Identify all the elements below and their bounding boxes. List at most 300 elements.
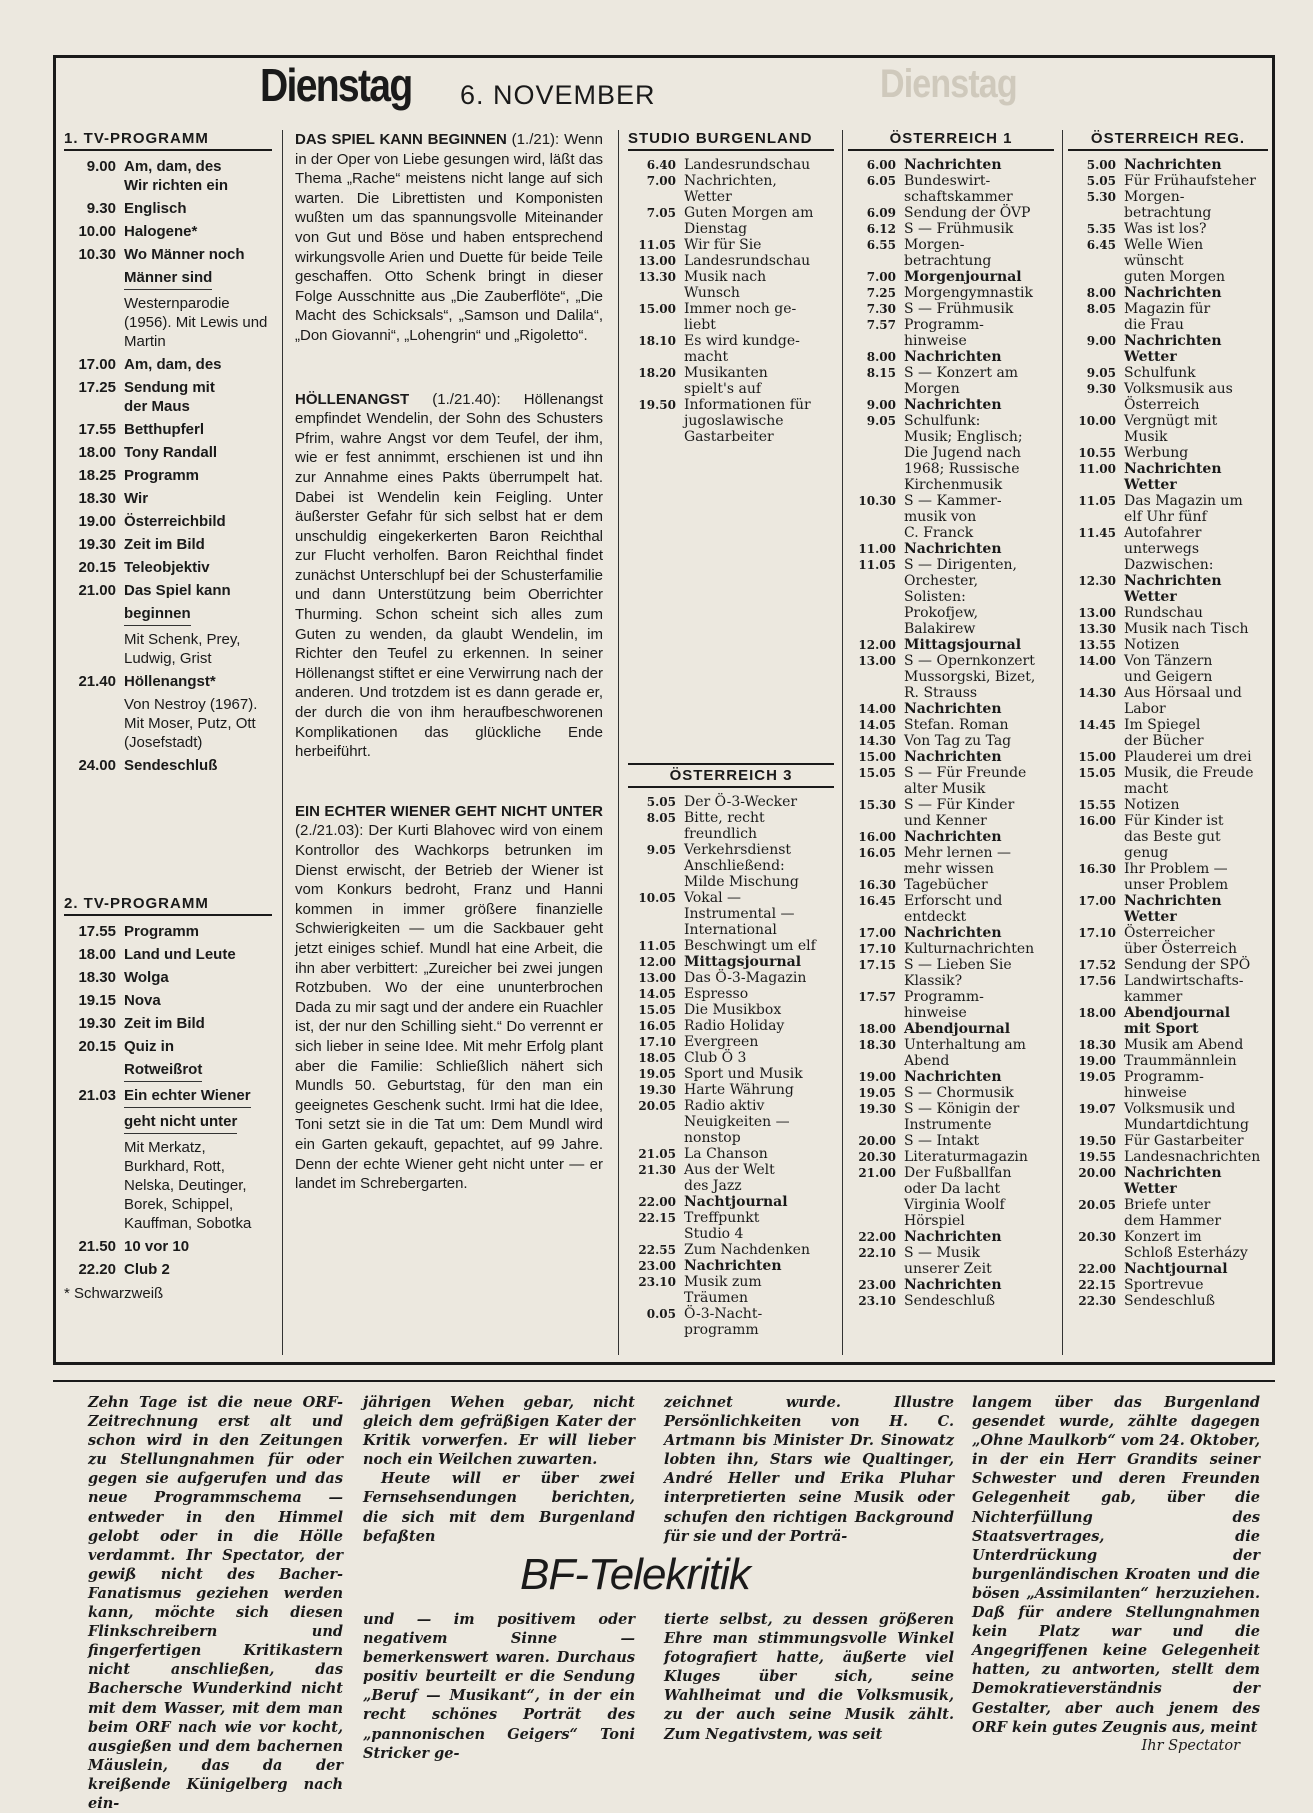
radio-program-title: Für Frühaufsteher: [1124, 173, 1256, 189]
article-wiener-head: EIN ECHTER WIENER GEHT NICHT UNTER: [295, 802, 603, 820]
radio-program-title: Unterhaltung am Abend: [904, 1037, 1026, 1069]
radio-program-title: Es wird kundge- macht: [684, 333, 800, 365]
radio-program-title: Harte Währung: [684, 1082, 794, 1098]
radio-program-time: 11.05: [1078, 494, 1116, 508]
tv-program-row: [64, 581, 272, 600]
tv-program-title: Rotweißrot: [124, 1060, 202, 1082]
tv2-title: 2. TV-PROGRAMM: [64, 895, 272, 916]
radio-program-time: 12.30: [1078, 574, 1116, 588]
tv-program-time: 20.15: [78, 559, 116, 576]
radio-program-row: [848, 1293, 1054, 1309]
telekritik-col4: [972, 1393, 1260, 1756]
radio-program-row: [1068, 621, 1268, 637]
radio-program-row: [848, 301, 1054, 317]
radio-program-time: 17.10: [1078, 926, 1116, 940]
tv-program-time: [64, 604, 124, 626]
radio-program-title: Werbung: [1124, 445, 1189, 461]
radio-program-title: Verkehrsdienst Anschließend: Milde Mischung: [684, 842, 799, 890]
radio-program-title: Zum Nachdenken: [684, 1242, 810, 1258]
radio-program-title: Musik nach Wunsch: [684, 269, 767, 301]
radio-program-row: [1068, 957, 1268, 973]
article-wiener-body: (2./21.03): Der Kurti Blahovec wird von einem Kontrollor des Wachkorps betrunken im Dienst erwischt, der Betrieb der Wiener ist vom Konkurs bedroht, Franz und Hanni kommen in immer größere finanzielle Schwierigkeiten — um die Sackbauer geht jetzt einiges schief. Mundl hat eine Arbeit, die ihn aber verbittert: „Zureicher bei zwei jungen Rotzbuben. Wo der eine ununterbrochen Dada zu mir sagt und der andere ein Ruachler ist, der nur den Schilling sieht.“ Do verrennt er sich lieber in seine Idee. Mit mehr Erfolg plant aber die Familie: Schließlich nähert sich Mundls 50. Geburtstag, für den man ein geeignetes Geschenk sucht. Irmi hat die Idee, Toni setzt sie in die Tat um: Dem Mundl wird ein Garten gekauft, gepachtet, auf 99 Jahre. Denn der echte Wiener geht nicht unter — er landet im Schrebergarten.: [295, 822, 603, 1193]
tv-program-row: [64, 355, 272, 374]
radio-program-title: Evergreen: [684, 1034, 759, 1050]
radio-program-title: Guten Morgen am Dienstag: [684, 205, 814, 237]
telekritik-title: BF-Telekritik: [520, 1550, 750, 1599]
radio-program-time: 17.10: [638, 1035, 676, 1049]
radio-program-row: [848, 349, 1054, 365]
radio-program-time: 7.30: [866, 302, 896, 316]
radio-program-title: La Chanson: [684, 1146, 768, 1162]
radio-program-row: [848, 733, 1054, 749]
radio-program-title: Landesrundschau: [684, 253, 811, 269]
tv-program-time: 21.03: [78, 1087, 116, 1104]
radio-program-time: 6.45: [1086, 238, 1116, 252]
radio-program-row: [1068, 285, 1268, 301]
tv-program-row: [64, 604, 272, 626]
radio-program-title: S — Musik unserer Zeit: [904, 1245, 992, 1277]
tv-program-title: Englisch: [124, 200, 187, 217]
radio-program-row: [628, 1066, 834, 1082]
radio-program-row: [628, 1002, 834, 1018]
radio-program-time: 17.57: [858, 990, 896, 1004]
radio-program-title: Treffpunkt Studio 4: [684, 1210, 760, 1242]
radio-program-row: [848, 1085, 1054, 1101]
tv-program-note: Westernparodie (1956). Mit Lewis und Martin: [124, 295, 268, 350]
tv2-footnote: * Schwarzweiß: [64, 1285, 164, 1302]
radio-program-title: S — Kammer- musik von C. Franck: [904, 493, 1002, 541]
radio-program-row: [1068, 605, 1268, 621]
article-hoellenangst-body: (1./21.40): Höllenangst empfindet Wendelin, der Sohn des Schusters Pfrim, wahre Angst vor dem Teufel, der ihm, wie er fest annimmt, erschienen ist und ihn zur Annahme eines Pakts überrumpelt hat. Dabei ist Wendelin kein Feigling. Unter äußerster Gefahr für sich selbst hat er dem unschuldig eingekerkerten Baron Reichthal zur Flucht verholfen. Baron Reichthal findet zunächst Unterschlupf bei der Schusterfamilie und dann Unterstützung beim Oberrichter Thurming. Schon scheint sich alles zum Guten zu wenden, da glaubt Wendelin, im Richter den Teufel zu erkennen. In seiner Höllenangst stiftet er eine Verwirrung nach der anderen. Und trotzdem ist es dann gerade er, der durch die von ihm heraufbeschworenen Komplikationen das glückliche Ende herbeiführt.: [295, 390, 603, 761]
radio-program-row: [848, 1245, 1054, 1277]
radio-program-time: 23.10: [858, 1294, 896, 1308]
radio-program-time: 14.05: [858, 718, 896, 732]
article-spiel-head: DAS SPIEL KANN BEGINNEN: [295, 131, 507, 148]
tv-program-time: 21.40: [78, 673, 116, 690]
radio-program-time: 17.52: [1078, 958, 1116, 972]
radio-program-time: 15.00: [1078, 750, 1116, 764]
radio-program-time: 8.00: [1086, 286, 1116, 300]
radio-program-time: 15.05: [638, 1003, 676, 1017]
column-rule: [618, 130, 619, 1355]
radio-program-row: [628, 794, 834, 810]
tv-program-row: [64, 922, 272, 941]
radio-program-title: S — Lieben Sie Klassik?: [904, 957, 1012, 989]
radio-program-title: Aus Hörsaal und Labor: [1124, 685, 1242, 717]
radio-program-time: 6.00: [866, 158, 896, 172]
tv-program-row: [64, 466, 272, 485]
radio-program-row: [628, 1034, 834, 1050]
radio-program-row: [1068, 1229, 1268, 1261]
radio-program-title: Musik nach Tisch: [1124, 621, 1249, 637]
radio-program-time: 9.30: [1086, 382, 1116, 396]
radio-program-time: 21.00: [858, 1166, 896, 1180]
radio-program-time: 12.00: [638, 955, 676, 969]
radio-program-row: [1068, 1149, 1268, 1165]
tv-program-time: 18.25: [78, 467, 116, 484]
radio-program-time: 5.05: [1086, 174, 1116, 188]
radio-program-time: 11.05: [638, 939, 676, 953]
radio-program-time: 18.30: [1078, 1038, 1116, 1052]
radio-program-time: 16.30: [858, 878, 896, 892]
radio-program-title: Nachrichten: [904, 1277, 1002, 1293]
tv-program-row: [64, 245, 272, 264]
tv-program-title: Sendung mit der Maus: [124, 379, 215, 415]
radio-program-row: [1068, 173, 1268, 189]
tv-program-row: [64, 558, 272, 577]
radio-program-time: 5.35: [1086, 222, 1116, 236]
radio-program-row: [848, 1229, 1054, 1245]
burgenland-list: [628, 157, 834, 445]
radio-program-row: [848, 989, 1054, 1021]
radio-program-time: 14.00: [858, 702, 896, 716]
radio-program-row: [1068, 893, 1268, 925]
radio-program-row: [628, 986, 834, 1002]
radio-program-row: [628, 1306, 834, 1338]
radio-program-time: 14.05: [638, 987, 676, 1001]
radio-program-row: [1068, 1165, 1268, 1197]
radio-program-time: 10.55: [1078, 446, 1116, 460]
radio-program-title: Landesnachrichten: [1124, 1149, 1261, 1165]
tv-program-row: [64, 756, 272, 775]
article-hoellenangst-head: HÖLLENANGST: [295, 390, 410, 408]
burgenland-column: [628, 130, 834, 445]
radio-program-row: [848, 829, 1054, 845]
radio-program-time: 8.15: [866, 366, 896, 380]
article-spiel-body: (1./21): Wenn in der Oper von Liebe gesungen wird, läßt das Thema „Rache“ meistens nicht lange auf sich warten. Die Librettisten und Komponisten wußten um das spannungsvolle Miteinander von Gut und Böse und haben entsprechend wirkungsvolle Arien und Duette für beide Teile geschaffen. Otto Schenk bringt in dieser Folge Ausschnitte aus „Die Zauberflöte“, „Die Macht des Schicksals“, „Samson und Dalila“, „Don Giovanni“, „Lohengrin“ und „Rigoletto“.: [295, 131, 603, 344]
tv-program-title: Wir: [124, 490, 149, 507]
radio-program-row: [628, 1162, 834, 1194]
radio-program-time: 10.00: [1078, 414, 1116, 428]
column-rule: [842, 130, 843, 1355]
radio-program-row: [1068, 189, 1268, 221]
radio-program-time: 6.05: [866, 174, 896, 188]
radio-program-title: Mittagsjournal: [904, 637, 1022, 653]
radio-program-row: [628, 269, 834, 301]
radio-program-row: [628, 890, 834, 938]
radio-program-row: [1068, 333, 1268, 365]
radio-program-row: [1068, 525, 1268, 573]
radio-program-time: 6.12: [866, 222, 896, 236]
radio-program-title: Der Fußballfan oder Da lacht Virginia Woolf Hörspiel: [904, 1165, 1012, 1229]
tv1-title: 1. TV-PROGRAMM: [64, 130, 272, 151]
telekritik-col2-part2: Heute will er über zwei Fernsehsendungen berichten, die sich mit dem Burgenland befaßten: [363, 1470, 635, 1545]
radio-program-row: [848, 701, 1054, 717]
radio-program-title: Schulfunk: Musik; Englisch; Die Jugend nach 1968; Russische Kirchenmusik: [904, 413, 1023, 493]
radio-program-row: [848, 893, 1054, 925]
radio-program-title: Morgenjournal: [904, 269, 1022, 285]
radio-program-time: 14.45: [1078, 718, 1116, 732]
radio-program-title: S — Königin der Instrumente: [904, 1101, 1020, 1133]
radio-program-title: Musikanten spielt's auf: [684, 365, 768, 397]
tv-program-title: Zeit im Bild: [124, 1015, 205, 1032]
tv1-column: [64, 130, 272, 779]
column-rule: [1062, 130, 1063, 1355]
radio-program-title: Schulfunk: [1124, 365, 1196, 381]
radio-program-title: S — Dirigenten, Orchester, Solisten: Prokofjew, Balakirew: [904, 557, 1018, 637]
article-column: [295, 130, 603, 1194]
radio-program-title: Programm- hinweise: [1124, 1069, 1204, 1101]
radio-program-row: [1068, 573, 1268, 605]
radio-program-title: Bitte, recht freundlich: [684, 810, 765, 842]
telekritik-signature: Ihr Spectator: [1141, 1737, 1240, 1754]
radio-program-title: Nachrichten: [1124, 285, 1222, 301]
radio-program-title: Briefe unter dem Hammer: [1124, 1197, 1222, 1229]
radio-program-time: 19.00: [1078, 1054, 1116, 1068]
radio-program-row: [628, 301, 834, 333]
telekritik-col2: [363, 1393, 635, 1546]
tv-program-time: [64, 1060, 124, 1082]
radio-program-row: [848, 1021, 1054, 1037]
radio-program-title: Landwirtschafts- kammer: [1124, 973, 1244, 1005]
radio-program-row: [1068, 413, 1268, 445]
radio-program-row: [848, 221, 1054, 237]
radio-program-title: Ö-3-Nacht- programm: [684, 1306, 763, 1338]
radio-program-title: Musik am Abend: [1124, 1037, 1244, 1053]
radio-program-time: 18.00: [1078, 1006, 1116, 1020]
radio-program-time: 10.30: [858, 494, 896, 508]
radio-program-title: Volksmusik aus Österreich: [1124, 381, 1233, 413]
tv-program-title: Nova: [124, 992, 161, 1009]
radio-program-row: [628, 397, 834, 445]
radio-program-time: 17.00: [1078, 894, 1116, 908]
radio-program-time: 16.05: [638, 1019, 676, 1033]
oe3-title: ÖSTERREICH 3: [628, 763, 834, 788]
tv-program-row: [64, 1260, 272, 1279]
radio-program-row: [1068, 973, 1268, 1005]
tv-program-time: 9.00: [86, 158, 116, 175]
radio-program-row: [848, 1165, 1054, 1229]
radio-program-title: Österreicher über Österreich: [1124, 925, 1237, 957]
radio-program-time: 7.05: [646, 206, 676, 220]
radio-program-title: Nachrichten: [904, 541, 1002, 557]
radio-program-row: [1068, 765, 1268, 797]
radio-program-time: 0.05: [646, 1307, 676, 1321]
radio-program-title: Nachrichten: [904, 397, 1002, 413]
tv1-list: [64, 157, 272, 775]
radio-program-title: Mittagsjournal: [684, 954, 802, 970]
radio-program-time: 8.00: [866, 350, 896, 364]
radio-program-title: Nachrichten Wetter: [1124, 573, 1222, 605]
radio-program-time: 16.05: [858, 846, 896, 860]
radio-program-title: S — Frühmusik: [904, 221, 1014, 237]
radio-program-row: [1068, 717, 1268, 749]
tv-program-time: 18.00: [78, 946, 116, 963]
radio-program-time: 20.30: [1078, 1230, 1116, 1244]
tv-program-title: Halogene*: [124, 223, 198, 240]
radio-program-time: 22.55: [638, 1243, 676, 1257]
radio-program-title: S — Opernkonzert Mussorgski, Bizet, R. Strauss: [904, 653, 1036, 701]
tv-program-time: 10.00: [78, 223, 116, 240]
radio-program-row: [1068, 813, 1268, 861]
radio-program-time: 22.10: [858, 1246, 896, 1260]
radio-program-title: Sendung der SPÖ: [1124, 957, 1251, 973]
radio-program-time: 22.00: [1078, 1262, 1116, 1276]
radio-program-title: Das Magazin um elf Uhr fünf: [1124, 493, 1243, 525]
radio-program-time: 15.00: [858, 750, 896, 764]
tv-program-time: 24.00: [78, 757, 116, 774]
radio-program-time: 19.05: [638, 1067, 676, 1081]
radio-program-row: [1068, 861, 1268, 893]
radio-program-title: Vergnügt mit Musik: [1124, 413, 1218, 445]
radio-program-title: Die Musikbox: [684, 1002, 782, 1018]
radio-program-time: 10.05: [638, 891, 676, 905]
radio-program-title: Notizen: [1124, 637, 1180, 653]
radio-program-row: [628, 205, 834, 237]
tv-program-title: 10 vor 10: [124, 1238, 190, 1255]
column-rule: [282, 130, 283, 1355]
radio-program-title: Espresso: [684, 986, 749, 1002]
radio-program-row: [628, 1194, 834, 1210]
radio-program-title: Mehr lernen — mehr wissen: [904, 845, 1012, 877]
radio-program-time: 7.00: [866, 270, 896, 284]
radio-program-time: 21.05: [638, 1147, 676, 1161]
tv-program-row: [64, 1060, 272, 1082]
radio-program-row: [848, 397, 1054, 413]
radio-program-time: 17.00: [858, 926, 896, 940]
radio-program-time: 5.00: [1086, 158, 1116, 172]
radio-program-time: 17.56: [1078, 974, 1116, 988]
radio-program-row: [848, 173, 1054, 205]
radio-program-title: Nachrichten Wetter: [1124, 461, 1222, 493]
radio-program-row: [1068, 221, 1268, 237]
tv-program-title: Teleobjektiv: [124, 559, 210, 576]
radio-program-row: [1068, 1005, 1268, 1037]
radio-program-time: 19.05: [858, 1086, 896, 1100]
radio-program-row: [1068, 925, 1268, 957]
radio-program-title: Was ist los?: [1124, 221, 1207, 237]
radio-program-row: [1068, 237, 1268, 285]
radio-program-time: 14.30: [858, 734, 896, 748]
radio-program-row: [628, 1098, 834, 1146]
radio-program-title: Morgen- betrachtung: [904, 237, 992, 269]
radio-program-title: Erforscht und entdeckt: [904, 893, 1003, 925]
oe1-column: [848, 130, 1054, 1309]
radio-program-title: Sendung der ÖVP: [904, 205, 1031, 221]
radio-program-time: 20.05: [638, 1099, 676, 1113]
radio-program-time: 16.30: [1078, 862, 1116, 876]
radio-program-title: Programm- hinweise: [904, 989, 984, 1021]
radio-program-row: [848, 1069, 1054, 1085]
radio-program-time: 19.30: [858, 1102, 896, 1116]
radio-program-row: [848, 765, 1054, 797]
oe1-list: [848, 157, 1054, 1309]
radio-program-row: [848, 797, 1054, 829]
tv-program-title: Wo Männer noch: [124, 246, 245, 263]
tv2-column: [64, 895, 272, 1302]
radio-program-title: Sendeschluß: [1124, 1293, 1216, 1309]
radio-program-row: [628, 333, 834, 365]
tv-program-time: 17.55: [78, 421, 116, 438]
tv-program-title: Land und Leute: [124, 946, 236, 963]
radio-program-row: [848, 637, 1054, 653]
tv-program-note: Mit Merkatz, Burkhard, Rott, Nelska, Deutinger, Borek, Schippel, Kauffman, Sobotka: [124, 1139, 252, 1232]
tv-program-row: [64, 1037, 272, 1056]
radio-program-time: 22.30: [1078, 1294, 1116, 1308]
radio-program-row: [1068, 749, 1268, 765]
radio-program-time: 12.00: [858, 638, 896, 652]
radio-program-row: [848, 845, 1054, 877]
tv-program-title: Club 2: [124, 1261, 170, 1278]
tv-program-row: [64, 489, 272, 508]
radio-program-time: 15.00: [638, 302, 676, 316]
tv-program-time: 17.25: [78, 379, 116, 396]
radio-program-row: [1068, 797, 1268, 813]
radio-program-row: [628, 1018, 834, 1034]
radio-program-title: S — Konzert am Morgen: [904, 365, 1019, 397]
radio-program-time: 13.55: [1078, 638, 1116, 652]
tv-program-time: 19.30: [78, 1015, 116, 1032]
radio-program-time: 19.07: [1078, 1102, 1116, 1116]
radio-program-title: Nachrichten: [1124, 157, 1222, 173]
radio-program-title: Konzert im Schloß Esterházy: [1124, 1229, 1248, 1261]
radio-program-title: Für Gastarbeiter: [1124, 1133, 1244, 1149]
radio-program-time: 21.30: [638, 1163, 676, 1177]
tv-program-title: geht nicht unter: [124, 1112, 237, 1134]
radio-program-time: 6.40: [646, 158, 676, 172]
radio-program-time: 16.00: [1078, 814, 1116, 828]
radio-program-time: 19.50: [638, 398, 676, 412]
radio-program-title: Nachrichten, Wetter: [684, 173, 777, 205]
radio-program-time: 9.05: [646, 843, 676, 857]
radio-program-time: 15.05: [1078, 766, 1116, 780]
radio-program-title: Rundschau: [1124, 605, 1203, 621]
article-hoellenangst: [295, 390, 603, 762]
radio-program-title: Aus der Welt des Jazz: [684, 1162, 775, 1194]
radio-program-time: 20.00: [1078, 1166, 1116, 1180]
tv-program-title: Tony Randall: [124, 444, 218, 461]
tv-program-row: [64, 535, 272, 554]
radio-program-time: 11.45: [1078, 526, 1116, 540]
tv-program-title: Ein echter Wiener: [124, 1086, 251, 1108]
radio-program-row: [1068, 1101, 1268, 1133]
radio-program-time: 9.05: [1086, 366, 1116, 380]
radio-program-row: [1068, 1053, 1268, 1069]
radio-program-time: 18.20: [638, 366, 676, 380]
radio-program-title: Sport und Musik: [684, 1066, 803, 1082]
radio-program-time: 13.30: [638, 270, 676, 284]
radio-program-row: [628, 1146, 834, 1162]
tv-program-title: Programm: [124, 923, 200, 940]
radio-program-title: Nachrichten: [904, 701, 1002, 717]
radio-program-title: Programm- hinweise: [904, 317, 984, 349]
radio-program-time: 18.05: [638, 1051, 676, 1065]
radio-program-title: Nachrichten: [904, 349, 1002, 365]
radio-program-title: Abendjournal mit Sport: [1124, 1005, 1231, 1037]
radio-program-time: 18.10: [638, 334, 676, 348]
radio-program-row: [628, 173, 834, 205]
radio-program-time: 19.05: [1078, 1070, 1116, 1084]
header-date: 6. NOVEMBER: [460, 80, 656, 110]
tv-program-title: Betthupferl: [124, 421, 204, 438]
radio-program-row: [628, 253, 834, 269]
oereg-list: [1068, 157, 1268, 1309]
radio-program-title: Kulturnachrichten: [904, 941, 1035, 957]
radio-program-row: [848, 1277, 1054, 1293]
radio-program-title: Morgen- betrachtung: [1124, 189, 1212, 221]
radio-program-time: 17.10: [858, 942, 896, 956]
tv-program-time: 20.15: [78, 1038, 116, 1055]
telekritik-col3: zeichnet wurde. Illustre Persönlichkeiten von H. C. Artmann bis Minister Dr. Sinowatz lobten ihn, Stars wie Qualtinger, André Heller und Erika Pluhar interpretierten seine Musik oder schufen den richtigen Background für sie und der Porträ-: [664, 1394, 954, 1545]
radio-program-time: 13.00: [1078, 606, 1116, 620]
radio-program-title: Vokal — Instrumental — International: [684, 890, 795, 938]
radio-program-row: [848, 653, 1054, 701]
radio-program-row: [628, 938, 834, 954]
tv-program-time: 19.00: [78, 513, 116, 530]
radio-program-row: [848, 925, 1054, 941]
tv-program-time: [64, 1112, 124, 1134]
radio-program-title: Musik zum Träumen: [684, 1274, 762, 1306]
